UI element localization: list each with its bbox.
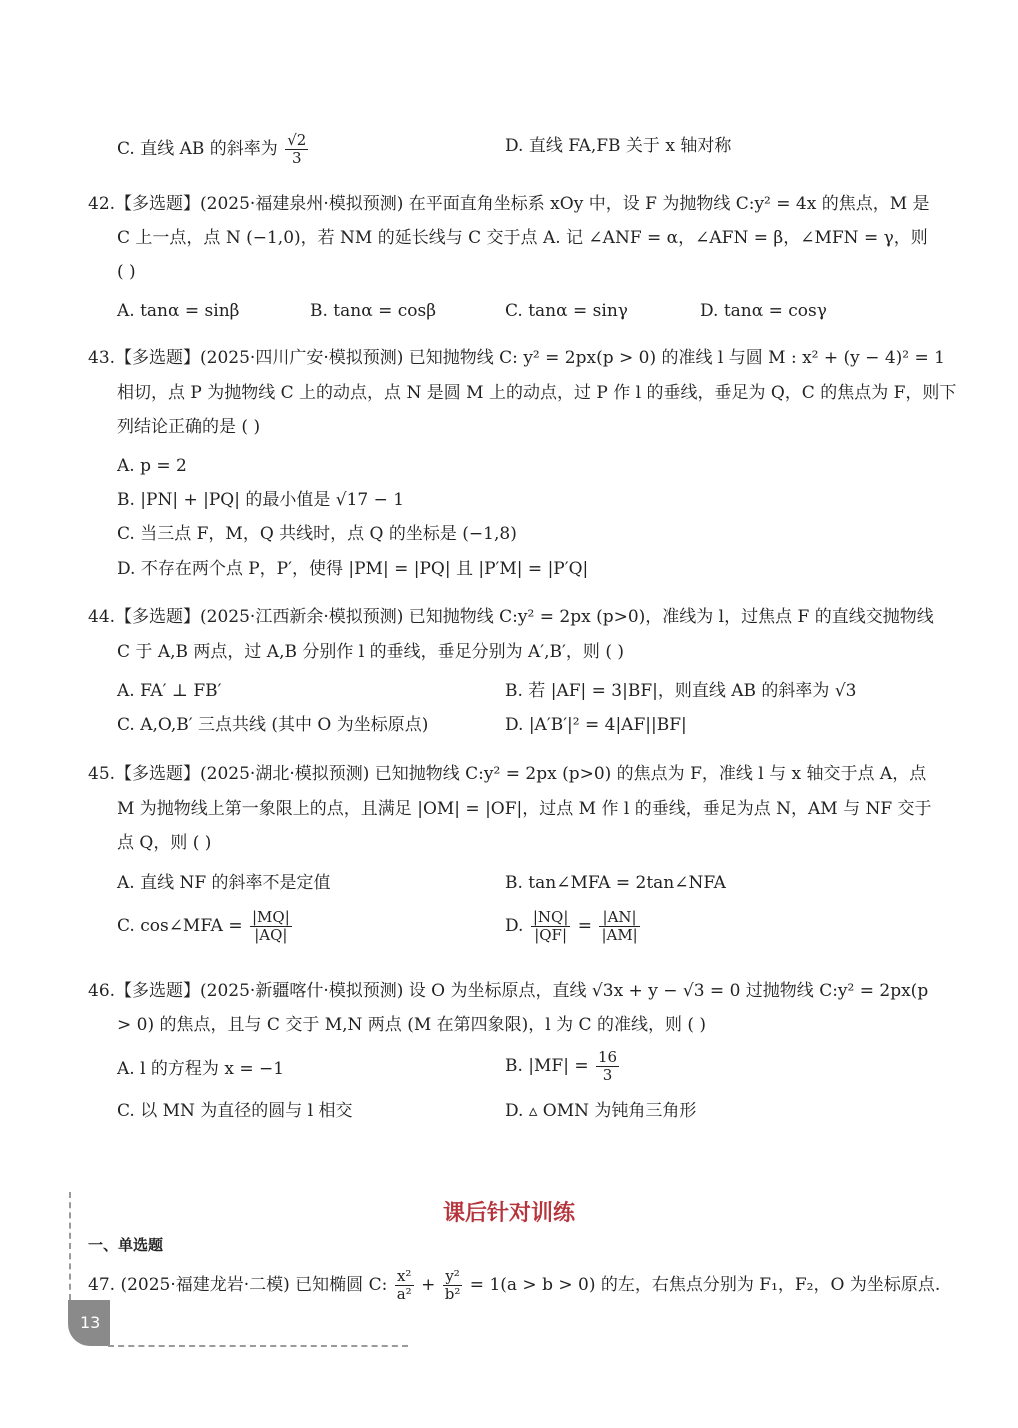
section-subheading: 一、单选题 [88, 1236, 164, 1254]
section-title: 课后针对训练 [442, 1201, 575, 1226]
q42-option-d: D. tanα = cosγ [700, 301, 827, 321]
footer-dashed-line [108, 1345, 408, 1347]
q46-option-b: B. |MF| = $\frac{16}{3}$ [505, 1048, 618, 1084]
q42-answer-blank: ( ) [117, 262, 136, 282]
q42-option-a: A. tanα = sinβ [117, 301, 240, 321]
q45-stem-line2: M 为抛物线上第一象限上的点，且满足 |OM| = |OF|，过点 M 作 l 的垂线，垂足为点 N，AM 与 NF 交于 [117, 799, 932, 819]
q43-option-d: D. 不存在两个点 P，P′，使得 |PM| = |PQ| 且 |P′M| = |P′Q| [117, 559, 589, 579]
q42-stem-line1: 42.【多选题】(2025·福建泉州·模拟预测) 在平面直角坐标系 xOy 中，设 F 为抛物线 C:y² = 4x 的焦点，M 是 [88, 194, 930, 214]
q46-option-a: A. l 的方程为 x = −1 [117, 1059, 285, 1079]
q44-stem-line2: C 于 A,B 两点，过 A,B 分别作 l 的垂线，垂足分别为 A′,B′，则 ( ) [117, 642, 624, 662]
q44-option-a: A. FA′ ⊥ FB′ [117, 681, 222, 701]
q43-stem-line1: 43.【多选题】(2025·四川广安·模拟预测) 已知抛物线 C: y² = 2px(p > 0) 的准线 l 与圆 M : x² + (y − 4)² = 1 [88, 348, 945, 368]
q42-option-b: B. tanα = cosβ [310, 301, 437, 321]
q44-option-c: C. A,O,B′ 三点共线 (其中 O 为坐标原点) [117, 715, 429, 735]
q44-option-d: D. |A′B′|² = 4|AF||BF| [505, 715, 687, 735]
q41-option-c: C. 直线 AB 的斜率为 $\frac{√2}{3}$ [117, 131, 307, 167]
q43-stem-line2: 相切，点 P 为抛物线 C 上的动点，点 N 是圆 M 上的动点，过 P 作 l 的垂线，垂足为 Q，C 的焦点为 F，则下 [117, 383, 957, 403]
q43-option-b: B. |PN| + |PQ| 的最小值是 √17 − 1 [117, 490, 405, 510]
q46-option-d: D. ▵ OMN 为钝角三角形 [505, 1101, 697, 1121]
q46-option-c: C. 以 MN 为直径的圆与 l 相交 [117, 1101, 353, 1121]
q45-stem-line1: 45.【多选题】(2025·湖北·模拟预测) 已知抛物线 C:y² = 2px (p>0) 的焦点为 F，准线 l 与 x 轴交于点 A，点 [88, 764, 927, 784]
q41-option-d: D. 直线 FA,FB 关于 x 轴对称 [505, 136, 732, 156]
q46-option-b-fraction: $\frac{16}{3}$ [598, 1048, 618, 1084]
q46-stem-line2: > 0) 的焦点，且与 C 交于 M,N 两点 (M 在第四象限)，l 为 C 的准线，则 ( ) [117, 1015, 707, 1035]
q45-option-c: C. cos∠MFA = $\frac{|MQ|}{|AQ|}$ [117, 908, 290, 944]
q44-stem-line1: 44.【多选题】(2025·江西新余·模拟预测) 已知抛物线 C:y² = 2px (p>0)，准线为 l，过焦点 F 的直线交抛物线 [88, 607, 934, 627]
q45-option-b: B. tan∠MFA = 2tan∠NFA [505, 873, 726, 893]
q43-stem-line3: 列结论正确的是 ( ) [117, 417, 261, 437]
q46-stem-line1: 46.【多选题】(2025·新疆喀什·模拟预测) 设 O 为坐标原点，直线 √3x + y − √3 = 0 过抛物线 C:y² = 2px(p [88, 981, 929, 1001]
q43-option-c: C. 当三点 F，M，Q 共线时，点 Q 的坐标是 (−1,8) [117, 524, 517, 544]
q42-option-c: C. tanα = sinγ [505, 301, 628, 321]
q45-option-c-fraction: $\frac{|MQ|}{|AQ|}$ [252, 908, 290, 944]
q43-option-a: A. p = 2 [117, 456, 187, 476]
q45-option-d-fraction-right: $\frac{|AN|}{|AM|}$ [601, 908, 638, 944]
q45-option-d-fraction-left: $\frac{|NQ|}{|QF|}$ [532, 908, 569, 944]
q45-option-a: A. 直线 NF 的斜率不是定值 [117, 873, 331, 893]
q44-option-b: B. 若 |AF| = 3|BF|，则直线 AB 的斜率为 √3 [505, 681, 857, 701]
q42-stem-line2: C 上一点，点 N (−1,0)，若 NM 的延长线与 C 交于点 A. 记 ∠ANF = α，∠AFN = β，∠MFN = γ，则 [117, 228, 928, 248]
q45-option-d: D. $\frac{|NQ|}{|QF|}$ = $\frac{|AN|}{|AM|}$ [505, 908, 638, 944]
q47-fraction-x: $\frac{\text{x²}}{\text{a²}}$ [396, 1267, 412, 1303]
q41-option-c-fraction: $\frac{√2}{3}$ [287, 131, 307, 167]
q47-stem-line1: 47. (2025·福建龙岩·二模) 已知椭圆 C: $\frac{\text{x²}}{\text{a²}}$ + $\frac{\text{y²}}{\text{b²}}$ = 1(a > b > 0) 的左，右焦点分别为 F₁，F₂，O 为坐标原点. [88, 1267, 941, 1303]
q45-stem-line3: 点 Q，则 ( ) [117, 833, 212, 853]
page-number: 13 [80, 1313, 101, 1332]
q47-fraction-y: $\frac{\text{y²}}{\text{b²}}$ [444, 1267, 461, 1303]
